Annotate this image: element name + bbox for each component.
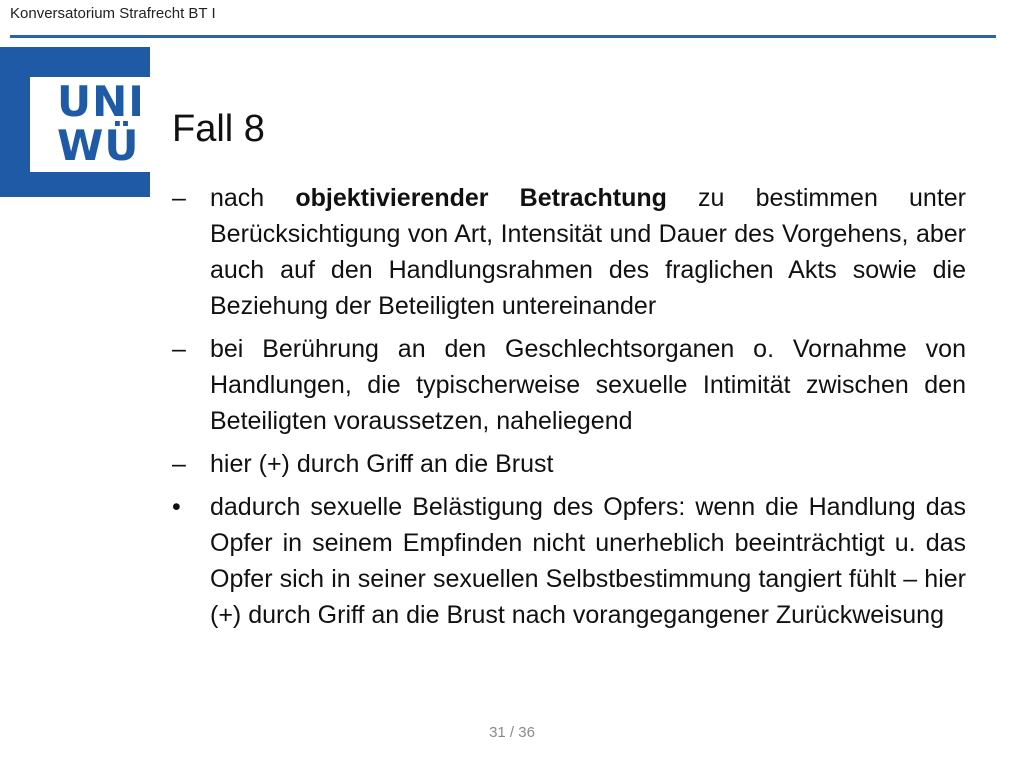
list-item-text: zu bestimmen unter Berücksichtigung von Art, Intensität und Dauer des Vorgehens, aber auch auf den Handlungsrahmen des fraglichen Akts sowie die Beziehung der Beteiligten untereinander	[210, 184, 966, 320]
university-logo	[0, 47, 150, 197]
list-item-text: hier (+) durch Griff an die Brust	[210, 450, 554, 478]
slide-content	[170, 180, 966, 640]
header-divider	[10, 35, 996, 38]
list-item-3	[170, 446, 966, 482]
list-item-text: nach	[210, 184, 296, 212]
page-number: 31 / 36	[489, 724, 535, 741]
dash-bullet: –	[172, 335, 186, 363]
list-item-text: bei Berührung an den Geschlechtsorganen o. Vornahme von Handlungen, die typischerweise sexuelle Intimität zwischen den Beteiligten voraussetzen, naheliegend	[210, 335, 966, 435]
dash-bullet: –	[172, 450, 186, 478]
list-item-4	[170, 489, 966, 633]
dash-bullet: –	[172, 184, 186, 212]
dot-bullet: •	[172, 493, 181, 521]
list-item-2	[170, 331, 966, 439]
header-title: Konversatorium Strafrecht BT I	[10, 5, 216, 22]
slide-title: Fall 8	[172, 108, 265, 150]
logo-text-line1: UNI	[57, 77, 145, 126]
logo-text-line2: WÜ	[57, 121, 140, 170]
list-item-1	[170, 180, 966, 324]
list-item-text: dadurch sexuelle Belästigung des Opfers: wenn die Handlung das Opfer in seinem Empfinden nicht unerheblich beeinträchtigt u. das Opfer sich in seiner sexuellen Selbstbestimmung tangiert fühlt – hier (+) durch Griff an die Brust nach vorangegangener Zurückweisung	[210, 493, 966, 629]
list-item-emphasis: objektivierender Betrachtung	[295, 184, 667, 212]
